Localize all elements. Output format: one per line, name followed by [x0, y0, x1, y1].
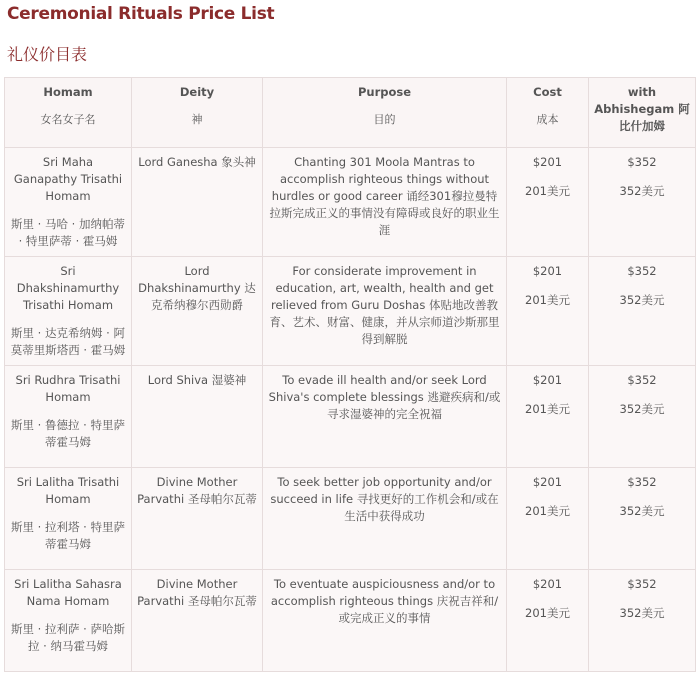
with-abhishegam-cell — [589, 366, 696, 468]
cost-usd: $201 — [532, 264, 563, 278]
cost-cell — [507, 570, 589, 672]
cost-cn: 201美元 — [525, 606, 570, 620]
homam-name-en: Sri Maha Ganapathy Trisathi Homam — [13, 155, 123, 203]
cost-usd: $201 — [532, 155, 563, 169]
purpose-text: Chanting 301 Moola Mantras to accomplish righteous things without hurdles or good career 诵经301穆拉曼特拉斯完成正义的事情没有障碍或良好的职业生涯 — [269, 155, 500, 237]
deity-text: Lord Dhakshinamurthy 达克希纳穆尔西勋爵 — [138, 264, 256, 312]
table-row — [5, 148, 696, 257]
with-abhishegam-cell — [589, 257, 696, 366]
header-deity-en: Deity — [179, 85, 215, 99]
homam-name-en: Sri Lalitha Trisathi Homam — [16, 475, 120, 506]
homam-name-cn: 斯里 · 达克希纳姆 · 阿莫蒂里斯塔西 · 霍马姆 — [10, 326, 126, 357]
homam-cell — [5, 570, 132, 672]
header-purpose-cn: 目的 — [373, 113, 396, 126]
with-usd: $352 — [627, 264, 657, 278]
table-row — [5, 570, 696, 672]
header-cost — [507, 78, 589, 148]
purpose-cell — [263, 148, 507, 257]
with-cn: 352美元 — [619, 184, 665, 198]
purpose-text: To eventuate auspiciousness and/or to accomplish righteous things 庆祝吉祥和/或完成正义的事情 — [270, 577, 499, 625]
cost-usd: $201 — [532, 577, 563, 591]
table-row — [5, 257, 696, 366]
header-deity-cn: 神 — [191, 113, 203, 126]
with-usd: $352 — [627, 577, 657, 591]
header-homam-cn: 女名女子名 — [40, 113, 96, 126]
header-homam-en: Homam — [43, 85, 93, 99]
homam-cell — [5, 468, 132, 570]
cost-cell — [507, 366, 589, 468]
deity-cell — [132, 257, 263, 366]
cost-cell — [507, 468, 589, 570]
with-usd: $352 — [627, 373, 657, 387]
header-cost-cn: 成本 — [536, 113, 559, 126]
deity-cell — [132, 148, 263, 257]
header-with-abhishegam-en: with Abhishegam 阿比什加姆 — [594, 85, 690, 133]
header-with-abhishegam — [589, 78, 696, 148]
header-cost-en: Cost — [533, 85, 562, 99]
cost-cn: 201美元 — [525, 504, 570, 518]
page-title: Ceremonial Rituals Price List — [7, 4, 275, 24]
purpose-cell — [263, 257, 507, 366]
table-header-row — [5, 78, 696, 148]
homam-name-cn: 斯里 · 鲁德拉 · 特里萨蒂霍马姆 — [11, 418, 125, 449]
cost-cell — [507, 257, 589, 366]
homam-cell — [5, 257, 132, 366]
homam-name-cn: 斯里 · 马哈 · 加纳帕蒂 · 特里萨蒂 · 霍马姆 — [11, 217, 125, 248]
price-table — [4, 77, 696, 672]
deity-cell — [132, 366, 263, 468]
cost-cn: 201美元 — [525, 184, 570, 198]
with-cn: 352美元 — [619, 606, 665, 620]
with-usd: $352 — [627, 475, 657, 489]
homam-name-en: Sri Rudhra Trisathi Homam — [15, 373, 121, 404]
with-abhishegam-cell — [589, 570, 696, 672]
deity-text: Lord Ganesha 象头神 — [138, 155, 256, 169]
with-cn: 352美元 — [619, 402, 665, 416]
homam-name-cn: 斯里 · 拉利萨 · 萨哈斯拉 · 纳马霍马姆 — [11, 622, 125, 653]
homam-cell — [5, 148, 132, 257]
header-purpose — [263, 78, 507, 148]
homam-name-cn: 斯里 · 拉利塔 · 特里萨蒂霍马姆 — [11, 520, 125, 551]
purpose-cell — [263, 468, 507, 570]
cost-cell — [507, 148, 589, 257]
with-cn: 352美元 — [619, 504, 665, 518]
with-usd: $352 — [627, 155, 657, 169]
purpose-text: For considerate improvement in education, art, wealth, health and get relieved from Guru Doshas 体贴地改善教育、艺术、财富、健康，并从宗师道沙斯那里得到解脱 — [269, 264, 500, 346]
table-row — [5, 366, 696, 468]
with-abhishegam-cell — [589, 468, 696, 570]
homam-name-en: Sri Dhakshinamurthy Trisathi Homam — [16, 264, 120, 312]
deity-text: Divine Mother Parvathi 圣母帕尔瓦蒂 — [137, 475, 257, 506]
cost-cn: 201美元 — [525, 402, 570, 416]
deity-text: Divine Mother Parvathi 圣母帕尔瓦蒂 — [137, 577, 257, 608]
cost-usd: $201 — [532, 475, 563, 489]
purpose-text: To evade ill health and/or seek Lord Shiva's complete blessings 逃避疾病和/或寻求湿婆神的完全祝福 — [268, 373, 501, 421]
header-deity — [132, 78, 263, 148]
cost-usd: $201 — [532, 373, 563, 387]
cost-cn: 201美元 — [525, 293, 570, 307]
header-homam — [5, 78, 132, 148]
purpose-cell — [263, 570, 507, 672]
table-row — [5, 468, 696, 570]
header-purpose-en: Purpose — [357, 85, 412, 99]
homam-cell — [5, 366, 132, 468]
deity-text: Lord Shiva 湿婆神 — [147, 373, 247, 387]
page-subtitle: 礼仪价目表 — [7, 45, 88, 64]
purpose-text: To seek better job opportunity and/or succeed in life 寻找更好的工作机会和/或在生活中获得成功 — [270, 475, 499, 523]
with-cn: 352美元 — [619, 293, 665, 307]
homam-name-en: Sri Lalitha Sahasra Nama Homam — [14, 577, 122, 608]
deity-cell — [132, 570, 263, 672]
with-abhishegam-cell — [589, 148, 696, 257]
deity-cell — [132, 468, 263, 570]
purpose-cell — [263, 366, 507, 468]
